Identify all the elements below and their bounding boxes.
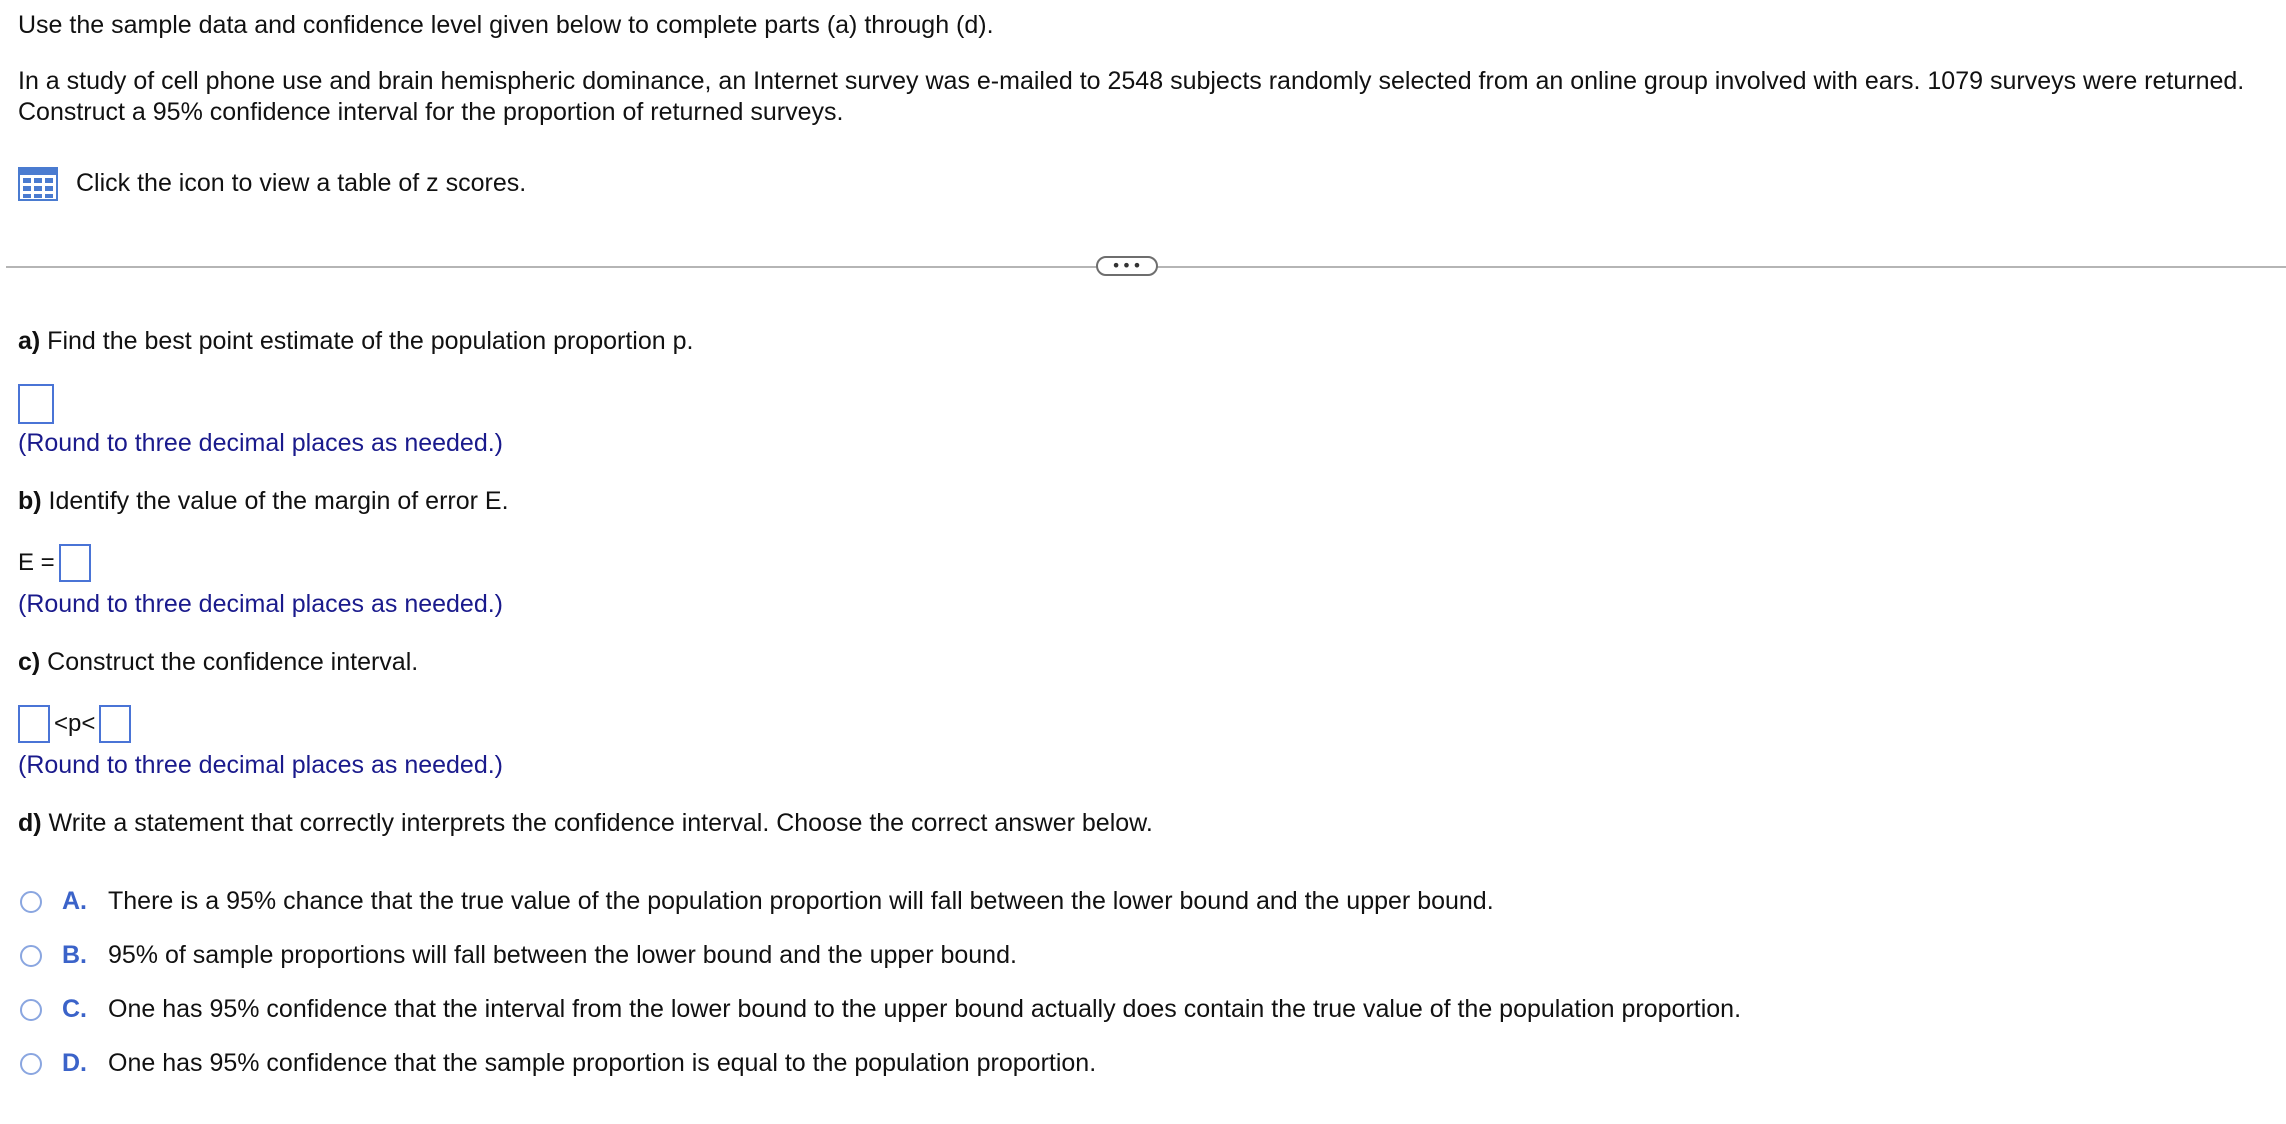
margin-error-input[interactable] <box>59 544 91 582</box>
choice-c-letter: C. <box>62 995 87 1023</box>
choice-b-letter: B. <box>62 941 87 969</box>
part-d-label: d) <box>18 809 42 837</box>
part-a-question <box>18 326 693 357</box>
choice-c-radio[interactable] <box>20 999 42 1021</box>
lower-bound-input[interactable] <box>18 705 50 743</box>
upper-bound-input[interactable] <box>99 705 131 743</box>
part-b-label: b) <box>18 487 42 515</box>
point-estimate-input[interactable] <box>18 384 54 424</box>
choice-b-text: 95% of sample proportions will fall between the lower bound and the upper bound. <box>108 941 1017 969</box>
part-b-hint: (Round to three decimal places as needed.) <box>18 590 504 618</box>
problem-statement: In a study of cell phone use and brain hemispheric dominance, an Internet survey was e-mailed to 2548 subjects randomly selected from an online group involved with ears. 1079 surveys were returned. Construct a 95% confidence interval for the proportion of returned surveys. <box>18 67 2245 126</box>
choice-c[interactable] <box>20 994 1741 1025</box>
choice-d-radio[interactable] <box>20 1053 42 1075</box>
choice-c-text: One has 95% confidence that the interval from the lower bound to the upper bound actually does contain the true value of the population proportion. <box>108 995 1742 1023</box>
part-a-hint: (Round to three decimal places as needed.) <box>18 429 504 457</box>
z-table-link-row[interactable] <box>18 167 526 201</box>
choice-b-radio[interactable] <box>20 945 42 967</box>
part-c-hint: (Round to three decimal places as needed.) <box>18 751 504 779</box>
part-a-label: a) <box>18 327 41 355</box>
part-a-answer-row <box>18 384 54 424</box>
part-b-text: Identify the value of the margin of error E. <box>41 487 509 515</box>
part-d-text: Write a statement that correctly interprets the confidence interval. Choose the correct answer below. <box>41 809 1153 837</box>
choice-a-letter: A. <box>62 887 87 915</box>
choice-d-letter: D. <box>62 1049 87 1077</box>
instructions-text: Use the sample data and confidence level given below to complete parts (a) through (d). <box>18 11 994 39</box>
table-icon[interactable] <box>18 167 58 201</box>
part-a-text: Find the best point estimate of the population proportion p. <box>40 327 694 355</box>
part-c-answer-row <box>18 705 131 743</box>
more-button[interactable]: ••• <box>1096 256 1158 276</box>
choice-a-radio[interactable] <box>20 891 42 913</box>
margin-error-prefix: E = <box>18 549 55 576</box>
part-c-label: c) <box>18 648 41 676</box>
choice-b[interactable] <box>20 940 1017 971</box>
interval-middle-text: <p< <box>54 710 96 737</box>
choice-d[interactable] <box>20 1048 1096 1079</box>
z-table-link-text: Click the icon to view a table of z scores. <box>76 169 527 198</box>
part-b-question <box>18 486 509 517</box>
choice-a-text: There is a 95% chance that the true value of the population proportion will fall between the lower bound and the upper bound. <box>108 887 1494 915</box>
part-c-question <box>18 647 418 678</box>
part-c-text: Construct the confidence interval. <box>40 648 419 676</box>
choice-d-text: One has 95% confidence that the sample proportion is equal to the population proportion. <box>108 1049 1097 1077</box>
choice-a[interactable] <box>20 886 1494 917</box>
part-d-question <box>18 808 1153 839</box>
part-b-answer-row <box>18 544 91 582</box>
